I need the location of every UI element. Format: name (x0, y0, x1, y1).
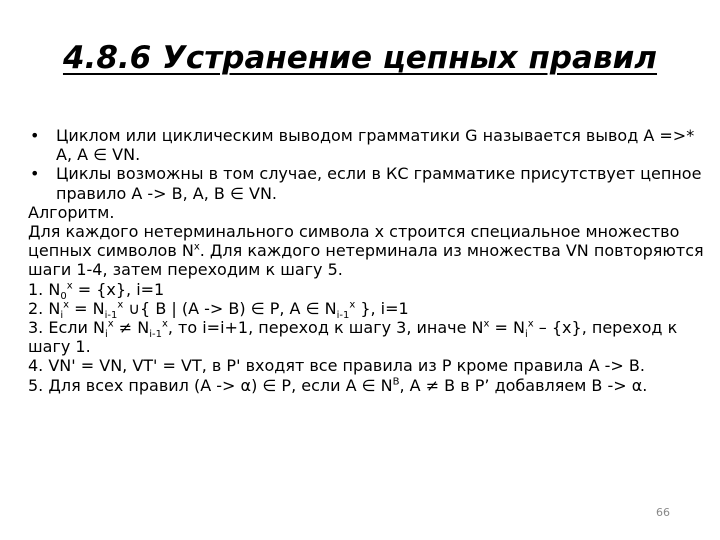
algorithm-intro: Для каждого нетерминального символа x строится специальное множество цепных символов $N^x$. Для каждого нетерминала из множества VN повторяются шаги 1-4, затем переходим к шагу 5. (28, 222, 704, 280)
bullet-item (28, 164, 708, 202)
bullet-text-cycle-definition: Циклом или циклическим выводом грамматики G называется вывод A =>* A, A ∈ VN. (56, 126, 695, 165)
slide-body (28, 126, 708, 395)
algorithm-step-1: 1. $N_0^x = \{x\}$, i=1 (28, 279, 165, 302)
slide-title-text: 4.8.6 Устранение цепных правил (62, 40, 658, 76)
bullet-item (28, 126, 708, 164)
bullet-icon: • (30, 164, 40, 184)
bullet-text-cycle-condition: Циклы возможны в том случае, если в КС грамматике присутствует цепное правило A -> B, A, B ∈ VN. (56, 164, 702, 203)
algorithm-step-3: 3. Если $N_i^x \ne N_{i-1}^x$, то i=i+1, переход к шагу 3, иначе $N^x = N_i^x - \{x\}$, переход к шагу 1. (28, 318, 678, 357)
algorithm-step-5: 5. Для всех правил (A -> α) ∈ P, если A ∈ $N^B$, A ≠ B в P’ добавляем B -> α. (28, 375, 648, 395)
algorithm-step-4: 4. VN' = VN, VT' = VT, в P' входят все правила из P кроме правила A -> B. (28, 356, 645, 376)
algorithm-label: Алгоритм. (28, 202, 115, 222)
slide-title (0, 38, 720, 78)
page-number: 66 (656, 506, 670, 519)
algorithm-step-2: 2. $N_i^x = N_{i-1}^x$ ∪{ B | (A -> B) ∈ P, A ∈ $N_{i-1}^x$ }, i=1 (28, 298, 409, 322)
bullet-icon: • (30, 126, 40, 145)
